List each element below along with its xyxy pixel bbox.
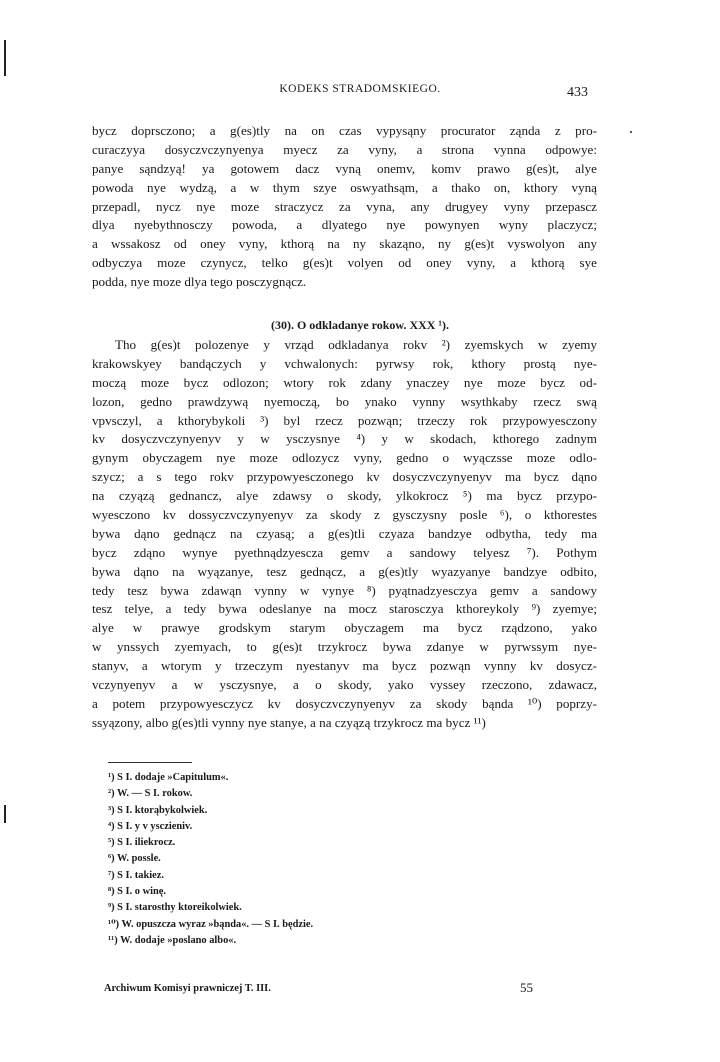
footnote: ⁴) S I. y v ysczieniv. <box>108 820 193 832</box>
footnote: ⁵) S I. iliekrocz. <box>108 837 176 849</box>
text-line: krakowskyey bandączych y vchwalonych: pyrwsy rok, kthory prostą nye- <box>92 355 597 371</box>
text-line: bycz zdąno wynye pyethnądzyescza gemv a sandowy telyesz ⁷). Pothym <box>92 544 597 560</box>
text-line: lozon, gedno prawdzywą nyemoczą, bo ynako vynny wsythkaby rzecz swą <box>92 393 597 409</box>
text-line: a wssakosz od oney vyny, kthorą na ny skaząno, ny g(es)t vyswolyon any <box>92 236 597 252</box>
footnote: ²) W. — S I. rokow. <box>108 788 193 800</box>
footnote: ⁶) W. possle. <box>108 853 161 865</box>
text-line: tedy tesz bywa zdawąn vynny w vynye ⁸) pyątnadzyesczya gemv a sandowy <box>92 582 597 598</box>
text-line: bywa dąno na wyązanye, tesz gednącz, a g(es)tly wyazyanye bandzye odbito, <box>92 563 597 579</box>
text-line: w ynssych zyemyach, to g(es)t trzykrocz bywa zdanye w pyrwssym nye- <box>92 639 597 655</box>
footnote-list <box>108 770 313 949</box>
footer-series: Archiwum Komisyi prawniczej T. III. <box>104 983 271 994</box>
text-line: panye sąndzyą! ya gotowem dacz vyną onemv, komv prawo g(es)t, alye <box>92 160 597 176</box>
footnote-rule <box>108 762 192 763</box>
footnote: ¹¹) W. dodaje »poslano albo«. <box>108 934 237 946</box>
text-line: podda, nye moze dlya tego posczygnącz. <box>92 274 307 290</box>
text-line: stanyv, a wtorym y trzeczym nyestanyv ma bycz pozwąn vynny kv dosycz- <box>92 658 597 674</box>
section-heading: (30). O odkladanye rokow. XXX ¹). <box>270 318 450 332</box>
text-line: bycz doprsczono; a g(es)tly na on czas vypysąny procurator ząnda z pro- <box>92 123 597 138</box>
text-line: tesz telye, a tedy bywa odeslanye na mocz starosczya kthoreykoly ⁹) zyemye; <box>92 601 597 617</box>
text-line: moczą moze bycz odlozon; wtory rok zdany ynaczey nye moze bycz od- <box>92 374 597 390</box>
scan-edge-mark <box>4 805 6 823</box>
text-line: wyesczono kv dossyczvczynyenyv za skody z gysczysny posle ⁶), o kthorestes <box>92 507 597 523</box>
scan-edge-mark <box>4 40 6 76</box>
text-line: vczynyenyv a w ysczysnye, a o skody, yako vyssey rzeczono, zdawacz, <box>92 677 597 693</box>
text-line: odbyczya moze czynycz, telko g(es)t volyen od oney vyny, a kthorą sye <box>92 255 597 271</box>
footnote: ¹⁰) W. opuszcza wyraz »bąnda«. — S I. będzie. <box>108 918 314 930</box>
text-line: vpvsczyl, a kthorybykoli ³) byl rzecz pozwąn; trzeczy rok przypowyesczony <box>92 412 597 428</box>
footnote: ³) S I. ktorąbykolwiek. <box>108 804 208 816</box>
footnote: ¹) S I. dodaje »Capitulum«. <box>108 772 229 783</box>
text-line: powoda nye wydzą, a w thym szye oswyathsąm, a thako on, kthory vyną <box>92 179 597 195</box>
text-line: alye w prawye grodskym starym obyczagem ma bycz rządzono, yako <box>92 620 597 636</box>
text-line: szycz; a s tego rokv przypowyesczonego kv dosyczvczynyenyv ma bycz dąno <box>92 469 597 485</box>
text-line: gynym obyczagem nye moze odlozycz vyny, gedno o wyączsse moze odlo- <box>92 450 597 466</box>
paragraph-1 <box>92 122 597 292</box>
text-line: na czyązą gednancz, alye zdawsy o skody, ylkokrocz ⁵) ma bycz przypo- <box>92 488 597 504</box>
text-line: kv dosyczvczynyenyv y w ysczysnye ⁴) y w skodach, kthorego zadnym <box>92 431 597 447</box>
scan-dot <box>630 131 632 133</box>
text-line: a potem przypowyesczycz kv dosyczvczynyenyv za skody bąnda ¹⁰) poprzy- <box>92 695 597 711</box>
text-line: curaczyya dosyczvczynyenya myecz za vyny, a strona vynna odpowye: <box>92 141 597 157</box>
page-number: 433 <box>567 85 588 100</box>
footnote: ⁷) S I. takiez. <box>108 869 164 881</box>
footnote: ⁸) S I. o winę. <box>108 886 166 898</box>
text-line: przepadl, nycz nye moze straczycz za vyna, any drugyey vyny przepascz <box>92 198 597 214</box>
footer-signature: 55 <box>520 980 533 995</box>
text-line: bywa dąno gednącz na czyasą; a g(es)tli czyaza bandzye odbytha, tedy ma <box>92 525 597 541</box>
footnote: ⁹) S I. starosthy ktoreikolwiek. <box>108 902 242 914</box>
running-header: KODEKS STRADOMSKIEGO. <box>279 83 441 95</box>
text-line: dlya nyebythnosczy powoda, a dlyatego nye powynyen wyny placzycz; <box>92 217 597 233</box>
text-line: ssyązony, albo g(es)tli vynny nye stanye, a na czyązą trzykrocz ma bycz ¹¹) <box>92 714 486 730</box>
paragraph-2 <box>92 336 597 733</box>
text-line: Tho g(es)t polozenye y vrząd odkladanya rokv ²) zyemskych w zyemy <box>115 337 597 352</box>
